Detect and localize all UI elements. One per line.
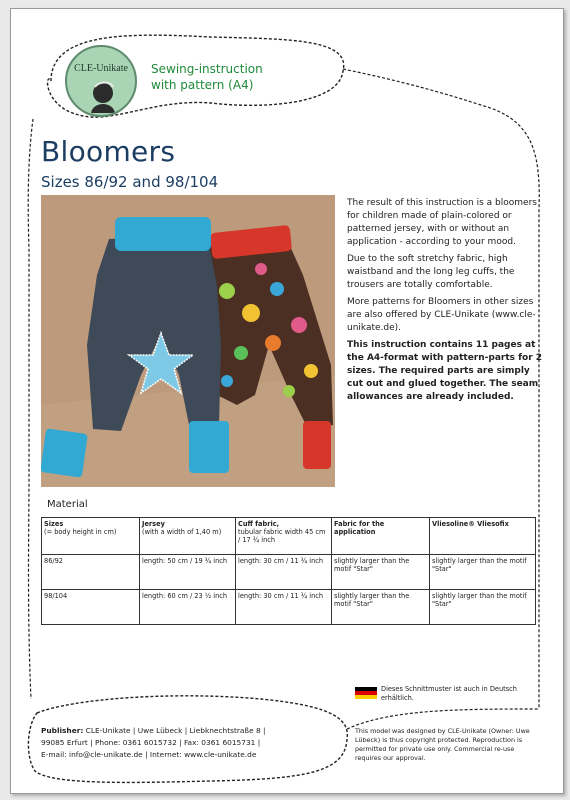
logo: [65, 45, 137, 117]
intro-paragraph-1: The result of this instruction is a bloomers for children made of plain-colored or patterned jersey, with or without an application - according to your mood.: [347, 198, 537, 247]
publisher-line-1: [41, 725, 341, 737]
subtitle-line-2: with pattern (A4): [151, 78, 254, 92]
table-cell: slightly larger than the motif "Star": [332, 555, 430, 590]
intro-paragraph-3: More patterns for Bloomers in other sizes are also offered by CLE-Unikate (www.cle-unikate.de).: [347, 297, 536, 333]
product-photo: [41, 195, 335, 487]
instruction-page: [10, 8, 564, 794]
table-cell: slightly larger than the motif "Star": [430, 555, 536, 590]
copyright-note: This model was designed by CLE-Unikate (Owner: Uwe Lübeck) is thus copyright protected. Reproduction is permitted for private use only. Commercial re-use requires our approval.: [355, 727, 530, 762]
table-row: [42, 590, 536, 625]
table-header-cell: Jersey (with a width of 1,40 m): [140, 518, 236, 555]
material-table: [41, 517, 536, 625]
table-row: [42, 555, 536, 590]
table-cell: slightly larger than the motif "Star": [430, 590, 536, 625]
table-header-cell: Vliesoline® Vliesofix: [430, 518, 536, 555]
publisher-address: CLE-Unikate | Uwe Lübeck | Liebknechtstraße 8 |: [85, 726, 266, 735]
page-title: Bloomers: [41, 135, 176, 168]
publisher-line-2: 99085 Erfurt | Phone: 0361 6015732 | Fax: 0361 6015731 |: [41, 738, 261, 747]
intro-text: [347, 197, 543, 408]
intro-paragraph-2: Due to the soft stretchy fabric, high waistband and the long leg cuffs, the trousers are totally comfortable.: [347, 254, 515, 290]
table-header-cell: Sizes (= body height in cm): [42, 518, 140, 555]
table-header-cell: Cuff fabric, tubular fabric width 45 cm / 17 ¾ inch: [236, 518, 332, 555]
table-cell: slightly larger than the motif "Star": [332, 590, 430, 625]
intro-paragraph-4: This instruction contains 11 pages at the A4-format with pattern-parts for 2 sizes. The required parts are simply cut out and glued together. The seam allowances are already included.: [347, 340, 543, 402]
german-version-note: Dieses Schnittmuster ist auch in Deutsch erhältlich.: [381, 685, 517, 702]
table-cell: 98/104: [42, 590, 140, 625]
publisher-info: [41, 725, 341, 761]
sizes-heading: Sizes 86/92 and 98/104: [41, 173, 219, 191]
table-cell: 86/92: [42, 555, 140, 590]
table-cell: length: 50 cm / 19 ¾ inch: [140, 555, 236, 590]
publisher-label: Publisher:: [41, 726, 84, 735]
publisher-line-3: E-mail: info@cle-unikate.de | Internet: www.cle-unikate.de: [41, 750, 257, 759]
table-cell: length: 30 cm / 11 ¾ inch: [236, 590, 332, 625]
logo-text: CLE-Unikate: [74, 63, 128, 74]
german-flag-icon: [355, 687, 377, 699]
logo-figure-icon: [67, 47, 135, 115]
material-heading: Material: [47, 499, 88, 510]
table-cell: length: 60 cm / 23 ½ inch: [140, 590, 236, 625]
table-header-cell: Fabric for the application: [332, 518, 430, 555]
table-cell: length: 30 cm / 11 ¾ inch: [236, 555, 332, 590]
bloomers-illustration: [41, 195, 335, 487]
subtitle-line-1: Sewing-instruction: [151, 62, 263, 76]
document-subtitle: [151, 61, 263, 93]
table-header-row: [42, 518, 536, 555]
